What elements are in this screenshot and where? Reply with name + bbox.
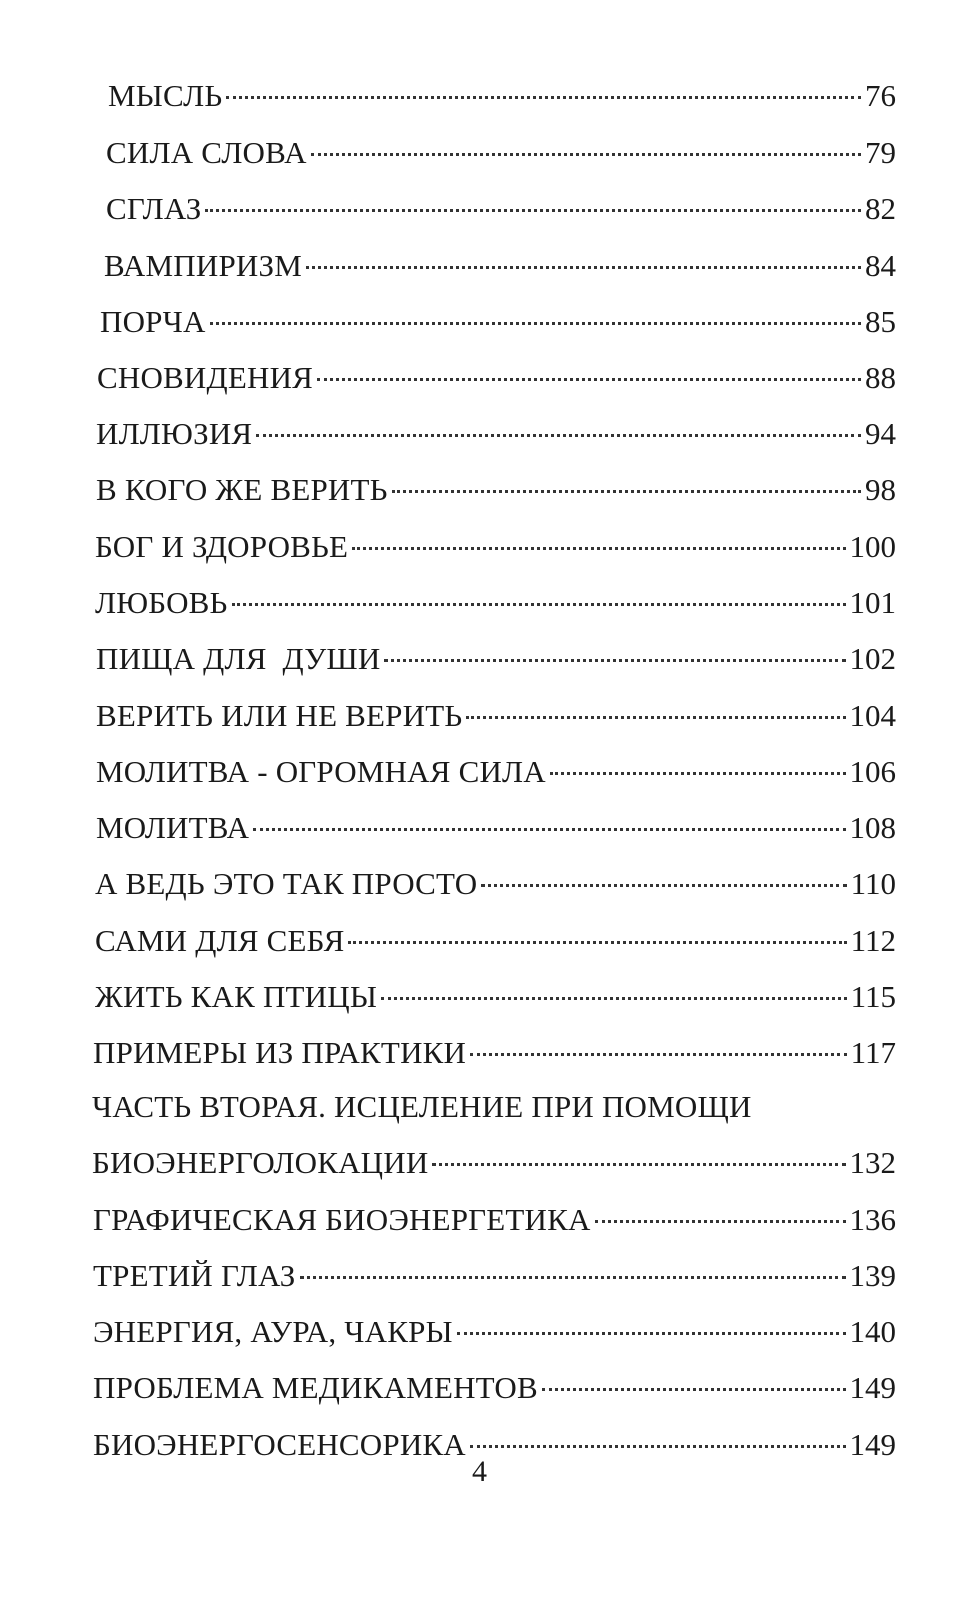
- toc-entry-title: БИОЭНЕРГОЛОКАЦИИ: [92, 1145, 429, 1180]
- toc-entry-title: ВАМПИРИЗМ: [104, 248, 302, 283]
- toc-entry-page: 102: [849, 641, 896, 676]
- dot-leader: [205, 209, 861, 212]
- toc-entry-page: 149: [849, 1370, 896, 1405]
- dot-leader: [432, 1163, 845, 1166]
- toc-entry-title: ПРИМЕРЫ ИЗ ПРАКТИКИ: [93, 1035, 467, 1070]
- toc-entry-title: МЫСЛЬ: [108, 78, 223, 113]
- toc-entry-page: 117: [850, 1035, 896, 1070]
- toc-entry-title: ГРАФИЧЕСКАЯ БИОЭНЕРГЕТИКА: [93, 1202, 591, 1237]
- dot-leader: [300, 1276, 846, 1279]
- toc-entry: [93, 1200, 896, 1240]
- dot-leader: [470, 1053, 847, 1056]
- dot-leader: [311, 153, 861, 156]
- toc-entry: [96, 696, 896, 736]
- toc-entry-page: 136: [849, 1202, 896, 1237]
- toc-entry: [106, 189, 896, 229]
- toc-entry: [96, 470, 896, 510]
- toc-entry-title: СГЛАЗ: [106, 191, 202, 226]
- dot-leader: [595, 1220, 846, 1223]
- toc-entry: [93, 1368, 896, 1408]
- dot-leader: [348, 941, 846, 944]
- dot-leader: [457, 1332, 846, 1335]
- toc-entry-page: 108: [849, 810, 896, 845]
- toc-entry: [96, 808, 896, 848]
- toc-entry: [95, 921, 896, 961]
- toc-entry: [96, 752, 896, 792]
- toc-entry-page: 115: [850, 979, 896, 1014]
- dot-leader: [392, 490, 861, 493]
- toc-entry: [95, 864, 896, 904]
- toc-entry: [92, 1143, 896, 1183]
- toc-entry-page: 82: [865, 191, 896, 226]
- toc-entry: [106, 133, 896, 173]
- dot-leader: [542, 1388, 846, 1391]
- page-number: 4: [472, 1455, 487, 1488]
- toc-entry-page: 149: [849, 1427, 896, 1462]
- toc-entry-title: ЖИТЬ КАК ПТИЦЫ: [95, 979, 378, 1014]
- toc-entry-title: ТРЕТИЙ ГЛАЗ: [93, 1258, 296, 1293]
- toc-entry: [95, 527, 896, 567]
- toc-entry-title: МОЛИТВА - ОГРОМНАЯ СИЛА: [96, 754, 546, 789]
- toc-entry-page: 100: [849, 529, 896, 564]
- dot-leader: [256, 434, 861, 437]
- toc-entry: [96, 639, 896, 679]
- toc-entry-title: БИОЭНЕРГОСЕНСОРИКА: [93, 1427, 466, 1462]
- toc-entry-title: МОЛИТВА: [96, 810, 250, 845]
- toc-entry: [93, 1312, 896, 1352]
- dot-leader: [232, 603, 846, 606]
- toc-entry-title: САМИ ДЛЯ СЕБЯ: [95, 923, 345, 958]
- toc-entry-page: 98: [865, 472, 896, 507]
- toc-entry-title: В КОГО ЖЕ ВЕРИТЬ: [96, 472, 388, 507]
- toc-entry-title: БОГ И ЗДОРОВЬЕ: [95, 529, 349, 564]
- toc-entry: [97, 358, 896, 398]
- toc-entry-title: СНОВИДЕНИЯ: [97, 360, 314, 395]
- toc-entry-title: ПРОБЛЕМА МЕДИКАМЕНТОВ: [93, 1370, 538, 1405]
- toc-entry-page: 84: [865, 248, 896, 283]
- toc-entry: [100, 302, 896, 342]
- toc-entry: [93, 1256, 896, 1296]
- dot-leader: [470, 1445, 846, 1448]
- toc-entry: [104, 246, 896, 286]
- toc-entry-page: 139: [849, 1258, 896, 1293]
- toc-entry-page: 85: [865, 304, 896, 339]
- dot-leader: [306, 266, 861, 269]
- toc-entry-title: ВЕРИТЬ ИЛИ НЕ ВЕРИТЬ: [96, 698, 463, 733]
- toc-entry: [95, 977, 896, 1017]
- toc-entry-title: ПИЩА ДЛЯ ДУШИ: [96, 641, 381, 676]
- dot-leader: [550, 772, 846, 775]
- toc-entry-title-line1: ЧАСТЬ ВТОРАЯ. ИСЦЕЛЕНИЕ ПРИ ПОМОЩИ: [92, 1089, 752, 1124]
- toc-entry: [93, 1033, 896, 1073]
- dot-leader: [466, 716, 845, 719]
- toc-entry-page: 76: [865, 78, 896, 113]
- toc-entry-page: 132: [849, 1145, 896, 1180]
- toc-entry-page: 112: [850, 923, 896, 958]
- toc-entry-page: 101: [849, 585, 896, 620]
- toc-entry: [96, 414, 896, 454]
- toc-entry-title: ЭНЕРГИЯ, АУРА, ЧАКРЫ: [93, 1314, 453, 1349]
- toc-entry: [95, 583, 896, 623]
- toc-entry-page: 104: [849, 698, 896, 733]
- dot-leader: [381, 997, 847, 1000]
- toc-entry: [108, 76, 896, 116]
- toc-entry-page: 110: [850, 866, 896, 901]
- toc-entry-page: 88: [865, 360, 896, 395]
- toc-entry-page: 140: [849, 1314, 896, 1349]
- dot-leader: [481, 884, 846, 887]
- toc-entry-page: 79: [865, 135, 896, 170]
- toc-entry-title: ПОРЧА: [100, 304, 206, 339]
- toc-entry-title: ИЛЛЮЗИЯ: [96, 416, 253, 451]
- dot-leader: [352, 547, 845, 550]
- toc-entry-page: 94: [865, 416, 896, 451]
- dot-leader: [317, 378, 861, 381]
- toc-entry-title: А ВЕДЬ ЭТО ТАК ПРОСТО: [95, 866, 478, 901]
- dot-leader: [384, 659, 845, 662]
- dot-leader: [253, 828, 845, 831]
- toc-entry-page: 106: [849, 754, 896, 789]
- toc-entry-title: ЛЮБОВЬ: [95, 585, 228, 620]
- dot-leader: [226, 96, 861, 99]
- dot-leader: [210, 322, 861, 325]
- toc-entry-title: СИЛА СЛОВА: [106, 135, 307, 170]
